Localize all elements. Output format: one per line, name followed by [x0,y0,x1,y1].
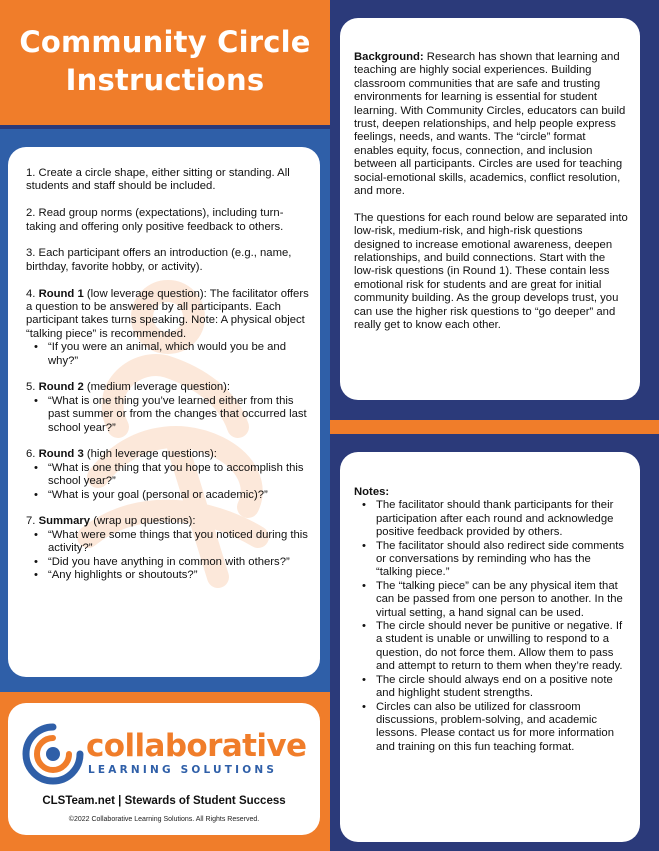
step-2: 2. Read group norms (expectations), including turn-taking and offering only positive feedback to others. [26,207,284,233]
company-logo [22,723,312,785]
logo-title: collaborative [86,728,307,764]
copyright: ©2022 Collaborative Learning Solutions. All Rights Reserved. [68,816,260,823]
logo-subtitle: LEARNING SOLUTIONS [88,764,278,776]
notes-card [340,452,640,842]
list-item: • The “talking piece” can be any physical item that can be passed from one person to another. In the virtual setting, a hand signal can be used. [362,580,628,620]
list-item: • “What were some things that you noticed during this activity?” [34,529,310,556]
list-item: • “What is one thing you’ve learned either from this past summer or from the changes that occurred last school year?” [34,395,310,435]
list-item: • “What is your goal (personal or academic)?” [34,489,310,502]
site-tagline: CLSTeam.net | Stewards of Student Success [42,795,286,807]
list-item: • “Any highlights or shoutouts?” [34,569,310,582]
list-item: • The circle should never be punitive or negative. If a student is unable or unwilling to respond to a question, do not force them. Allow them to pass and attempt to return to them when they’re ready. [362,620,628,674]
step-7: 7. Summary (wrap up questions): • “What were some things that you noticed during this activity?” • “Did you have anything in common with others?” • “Any highlights or shoutouts?” [26,515,310,582]
list-item: • “Did you have anything in common with others?” [34,556,310,569]
step-5: 5. Round 2 (medium leverage question): • “What is one thing you’ve learned either from this past summer or from the changes that occurred last school year?” [26,381,310,435]
step-4: 4. Round 1 (low leverage question): The facilitator offers a question to be answered by all participants. Each participant takes turns speaking. Note: A physical object “talking piece” is recommended. • “If you were an animal, which would you be and why?” [26,288,310,368]
list-item: • The facilitator should also redirect side comments or conversations by reminding who has the “talking piece.” [362,540,628,580]
background-card [340,18,640,400]
background-paragraph-2: The questions for each round below are separated into low-risk, medium-risk, and high-risk questions designed to increase emotional awareness, deepen relationships, and build connections. Start with the low-risk questions (in Round 1). These contain less emotional risk for students and are great for initial community building. As the group develops trust, you can use the higher risk questions to “go deeper” and really get to know each other. [354,211,628,332]
notes-title: Notes: [354,486,390,498]
list-item: • The facilitator should thank participants for their participation after each round and acknowledge positive feedback provided by others. [362,499,628,539]
background-paragraph-1: Background: Research has shown that learning and teaching are highly social experiences. Building classroom communities that are safe and trusting environments for learning is essential for student learning. With Community Circles, educators can build trust, deepen relationships, and help people express feelings, needs, and wants. The “circle” format enables equity, focus, connection, and inclusion between all participants. Circles are used for teaching social-emotional skills, academics, conflict resolution, and more. [354,51,626,198]
step-6: 6. Round 3 (high leverage questions): • “What is one thing that you hope to accomplish this school year?” • “What is your goal (personal or academic)?” [26,448,310,502]
steps-card [8,147,320,677]
list-item: • “If you were an animal, which would you be and why?” [34,341,310,368]
title-banner [0,0,330,129]
logo-card [8,703,320,835]
list-item: • Circles can also be utilized for classroom discussions, problem-solving, and academic lessons. Please contact us for more information and training on this fun teaching format. [362,701,628,755]
steps-list [8,147,320,583]
cls-logo-icon [22,723,84,785]
list-item: • The circle should always end on a positive note and highlight student strengths. [362,674,628,701]
orange-divider [330,420,659,434]
notes-list [362,499,628,754]
list-item: • “What is one thing that you hope to accomplish this school year?” [34,462,310,489]
step-1: 1. Create a circle shape, either sitting or standing. All students and staff should be included. [26,167,290,193]
page-title: Community Circle Instructions [19,25,311,97]
step-3: 3. Each participant offers an introduction (e.g., name, birthday, favorite hobby, or activity). [26,247,292,273]
